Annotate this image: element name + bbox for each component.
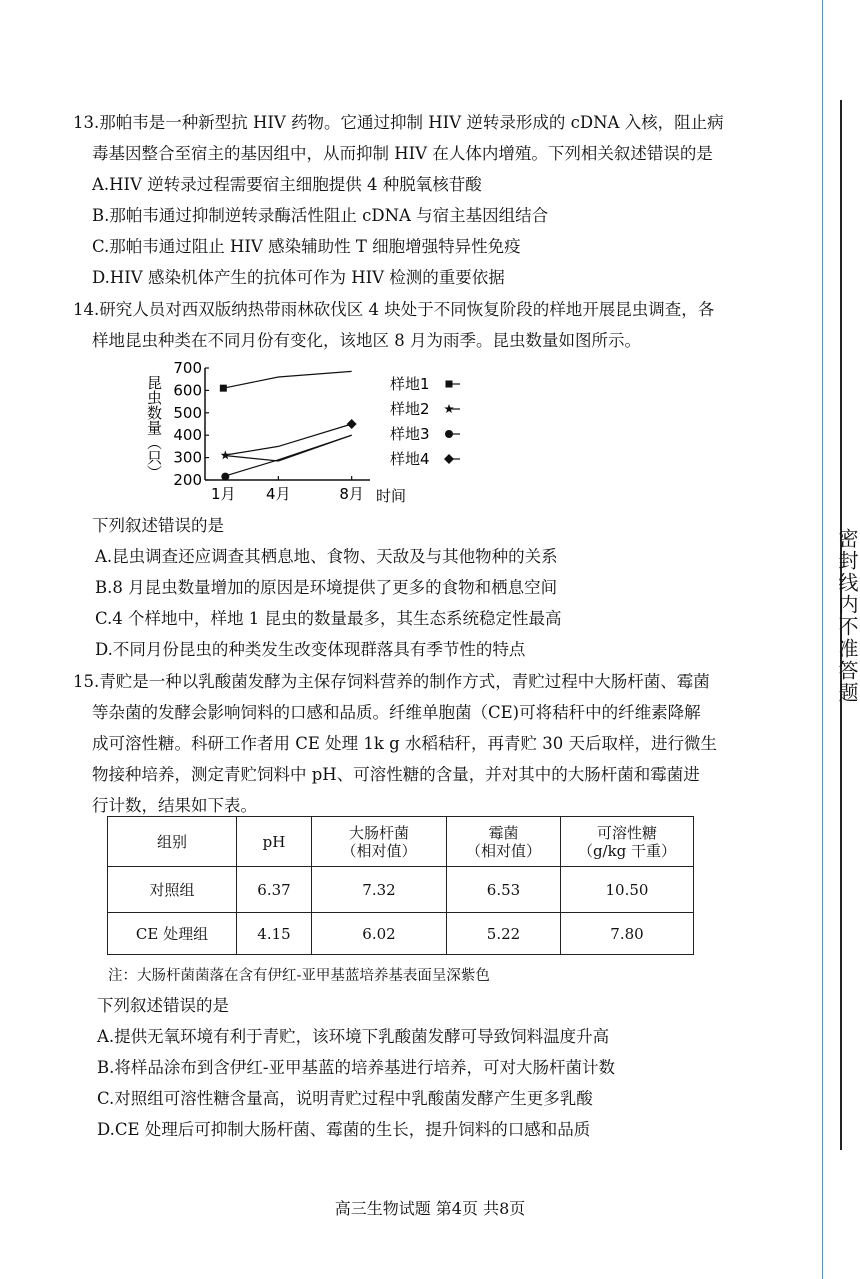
q13-option-b: B.那帕韦通过抑制逆转录酶活性阻止 cDNA 与宿主基因组结合 xyxy=(92,206,549,225)
data-point-样地4 xyxy=(347,419,357,429)
y-tick-label: 200 xyxy=(173,471,202,489)
y-tick-label: 500 xyxy=(173,403,202,422)
table-cell: 6.37 xyxy=(237,867,312,913)
page-footer: 高三生物试题 第4页 共8页 xyxy=(334,1199,526,1218)
table-cell: 4.15 xyxy=(237,913,312,955)
results-table-wrapper xyxy=(107,816,694,955)
x-tick-label: 8月 xyxy=(339,485,364,503)
q14-option-b: B.8 月昆虫数量增加的原因是环境提供了更多的食物和栖息空间 xyxy=(95,578,558,597)
q15-option-b: B.将样品涂布到含伊红-亚甲基蓝的培养基进行培养，可对大肠杆菌计数 xyxy=(97,1058,615,1077)
q15-question: 下列叙述错误的是 xyxy=(97,996,229,1015)
header-ecoli: 大肠杆菌 （相对值） xyxy=(312,817,447,867)
q15-stem-line4: 物接种培养，测定青贮饲料中 pH、可溶性糖的含量，并对其中的大肠杆菌和霉菌进 xyxy=(92,765,700,784)
x-tick-label: 1月 xyxy=(211,485,236,503)
binding-line xyxy=(822,0,823,1279)
binding-warning-text: 密封线内不准答题 xyxy=(835,528,859,704)
legend-label: 样地1 xyxy=(390,375,430,393)
legend-label: 样地3 xyxy=(390,425,430,443)
q15-stem-line2: 等杂菌的发酵会影响饲料的口感和品质。纤维单胞菌（CE)可将秸秆中的纤维素降解 xyxy=(92,703,701,722)
q15-option-d: D.CE 处理后可抑制大肠杆菌、霉菌的生长，提升饲料的口感和品质 xyxy=(97,1120,591,1139)
q14-stem-line1: 14.研究人员对西双版纳热带雨林砍伐区 4 块处于不同恢复阶段的样地开展昆虫调查，各 xyxy=(73,300,715,319)
x-axis-label: 时间 xyxy=(376,487,407,505)
q15-stem-line1: 15.青贮是一种以乳酸菌发酵为主保存饲料营养的制作方式，青贮过程中大肠杆菌、霉菌 xyxy=(73,672,710,691)
q15-stem-line3: 成可溶性糖。科研工作者用 CE 处理 1k g 水稻秸秆，再青贮 30 天后取样，进行微生 xyxy=(92,734,717,753)
table-cell: 5.22 xyxy=(447,913,561,955)
q15-option-a: A.提供无氧环境有利于青贮，该环境下乳酸菌发酵可导致饲料温度升高 xyxy=(97,1027,610,1046)
table-cell: 7.80 xyxy=(561,913,694,955)
y-tick-label: 600 xyxy=(173,381,202,400)
header-sugar: 可溶性糖 （g/kg 干重） xyxy=(561,817,694,867)
q14-option-c: C.4 个样地中，样地 1 昆虫的数量最多，其生态系统稳定性最高 xyxy=(95,609,562,628)
table-cell: 6.02 xyxy=(312,913,447,955)
table-header-row xyxy=(108,817,694,867)
q13-stem-line1: 13.那帕韦是一种新型抗 HIV 药物。它通过抑制 HIV 逆转录形成的 cDNA 入核，阻止病 xyxy=(73,113,724,132)
table-cell: CE 处理组 xyxy=(108,913,237,955)
series-line-样地3 xyxy=(223,435,351,476)
table-row xyxy=(108,913,694,955)
q13-stem-line2: 毒基因整合至宿主的基因组中，从而抑制 HIV 在人体内增殖。下列相关叙述错误的是 xyxy=(92,144,713,163)
y-tick-label: 300 xyxy=(173,448,202,467)
y-tick-label: 700 xyxy=(173,360,202,377)
table-row xyxy=(108,867,694,913)
table-cell: 10.50 xyxy=(561,867,694,913)
q13-option-c: C.那帕韦通过阻止 HIV 感染辅助性 T 细胞增强特异性免疫 xyxy=(92,237,521,256)
legend-label: 样地4 xyxy=(390,450,430,468)
y-tick-label: 400 xyxy=(173,426,202,445)
table-cell: 7.32 xyxy=(312,867,447,913)
q15-option-c: C.对照组可溶性糖含量高，说明青贮过程中乳酸菌发酵产生更多乳酸 xyxy=(97,1089,593,1108)
table-cell: 6.53 xyxy=(447,867,561,913)
x-tick-label: 4月 xyxy=(266,485,291,503)
series-line-样地1 xyxy=(223,371,351,388)
table-cell: 对照组 xyxy=(108,867,237,913)
q14-stem-line2: 样地昆虫种类在不同月份有变化，该地区 8 月为雨季。昆虫数量如图所示。 xyxy=(92,331,641,350)
results-table xyxy=(107,816,694,955)
data-point-样地1 xyxy=(220,385,227,392)
q13-option-d: D.HIV 感染机体产生的抗体可作为 HIV 检测的重要依据 xyxy=(92,268,505,287)
insect-count-chart xyxy=(140,360,480,510)
y-axis-label: 昆虫数量（只） xyxy=(145,375,163,480)
q14-option-d: D.不同月份昆虫的种类发生改变体现群落具有季节性的特点 xyxy=(95,640,526,659)
table-note: 注：大肠杆菌菌落在含有伊红-亚甲基蓝培养基表面呈深紫色 xyxy=(108,968,490,984)
data-point-样地3 xyxy=(221,473,229,481)
q13-option-a: A.HIV 逆转录过程需要宿主细胞提供 4 种脱氧核苷酸 xyxy=(92,175,482,194)
legend-label: 样地2 xyxy=(390,400,430,418)
series-line-样地4 xyxy=(223,424,351,455)
q14-question: 下列叙述错误的是 xyxy=(92,516,224,535)
q14-option-a: A.昆虫调查还应调查其栖息地、食物、天敌及与其他物种的关系 xyxy=(95,547,558,566)
header-ph: pH xyxy=(237,817,312,867)
q15-stem-line5: 行计数，结果如下表。 xyxy=(92,796,257,815)
header-group: 组别 xyxy=(108,817,237,867)
header-mold: 霉菌 （相对值） xyxy=(447,817,561,867)
